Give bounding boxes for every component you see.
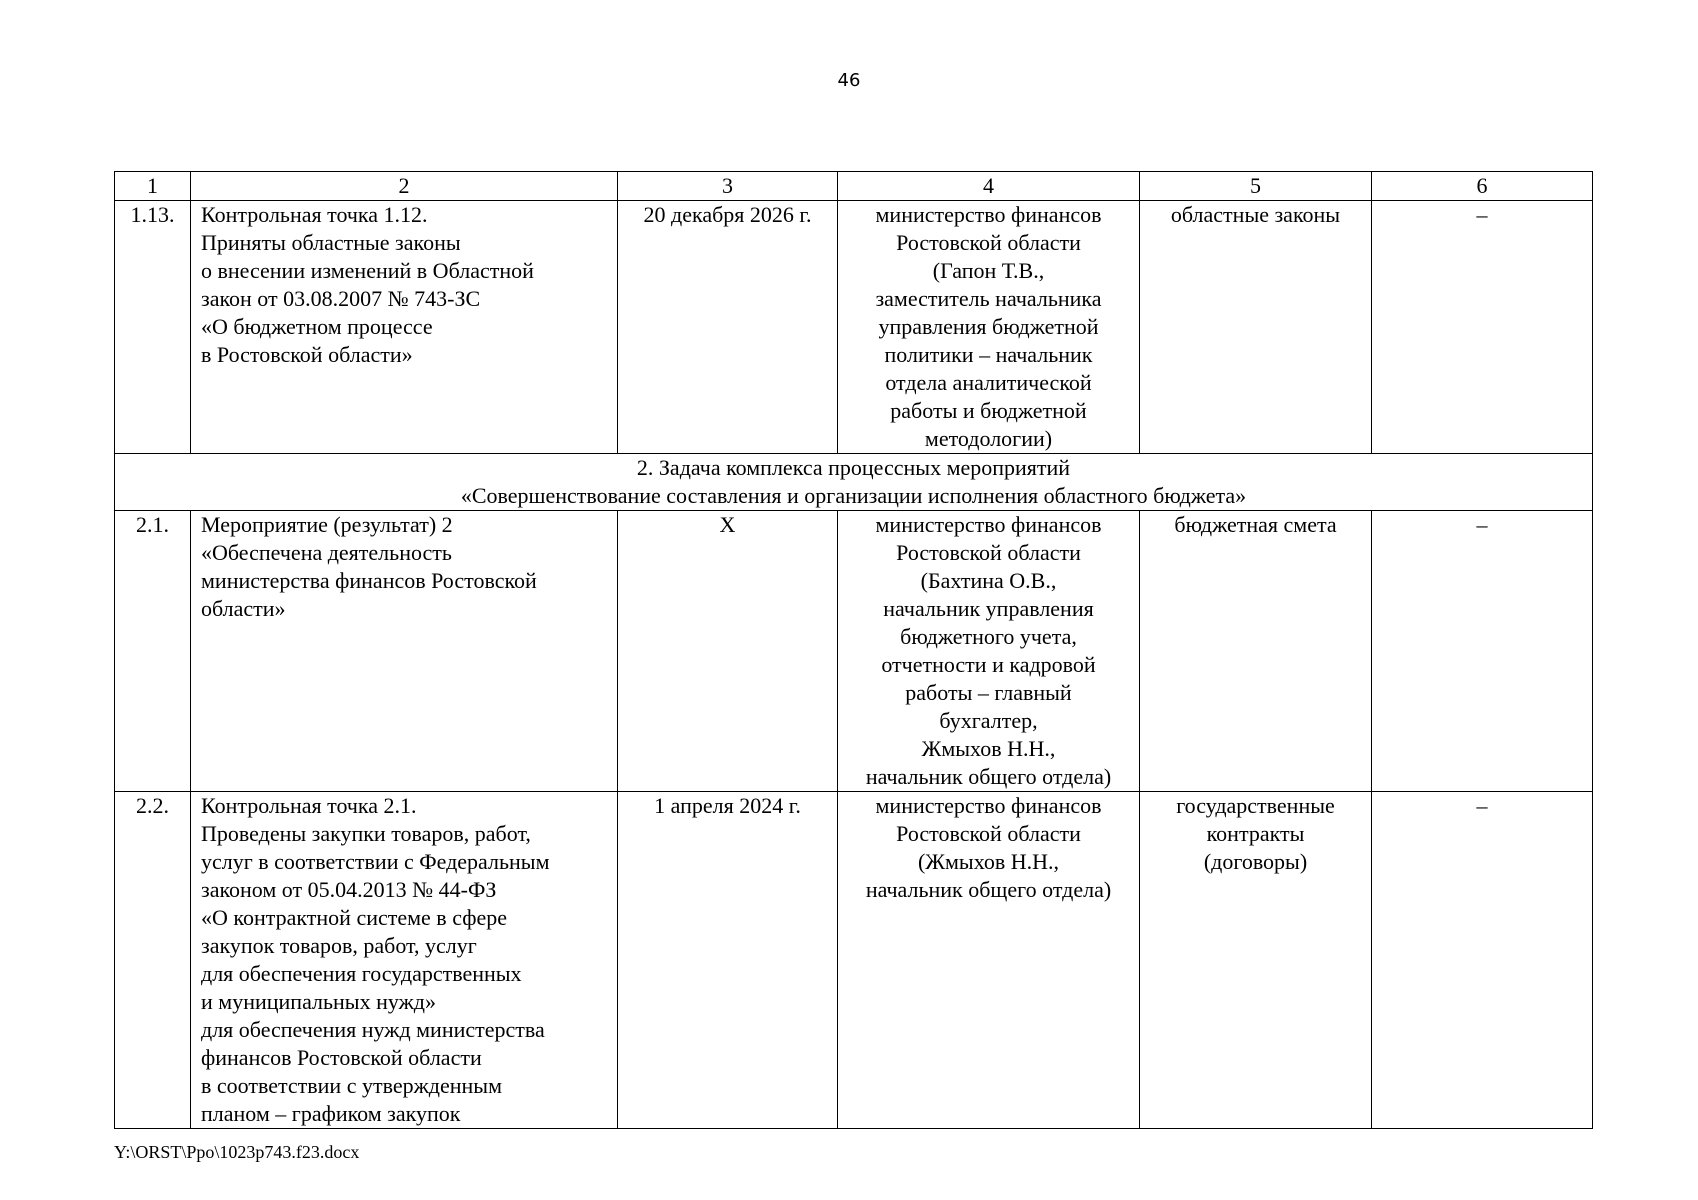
document-line: государственные [1176,793,1335,818]
description-line: законом от 05.04.2013 № 44-ФЗ [201,877,497,902]
responsible-line: управления бюджетной [878,314,1099,339]
responsible-line: министерство финансов [875,793,1102,818]
responsible-line: начальник общего отдела) [865,764,1112,789]
row-number-cell: 2.2. [115,792,191,1129]
responsible-line: бюджетного учета, [900,624,1077,649]
column-header: 6 [1372,172,1593,201]
responsible-line: работы – главный [905,680,1072,705]
responsible-line: Ростовской области [896,230,1081,255]
column-header: 3 [618,172,838,201]
table-row [115,792,1593,1129]
document-line: областные законы [1170,202,1341,227]
responsible-line: бухгалтер, [939,708,1038,733]
date-cell: X [618,511,838,792]
description-line: в Ростовской области» [201,342,413,367]
responsible-line: политики – начальник [884,342,1093,367]
table-row [115,201,1593,454]
document-cell [1140,792,1372,1129]
description-line: для обеспечения государственных [201,961,522,986]
description-cell [191,792,618,1129]
responsible-line: отчетности и кадровой [881,652,1096,677]
footer-file-path: Y:\ORST\Ppo\1023p743.f23.docx [114,1142,360,1162]
description-line: области» [201,596,286,621]
date-cell: 1 апреля 2024 г. [618,792,838,1129]
description-line: планом – графиком закупок [201,1101,461,1126]
row-number-cell: 2.1. [115,511,191,792]
responsible-line: методологии) [924,426,1053,451]
document-line: (договоры) [1203,849,1308,874]
description-line: о внесении изменений в Областной [201,258,534,283]
responsible-cell [838,511,1140,792]
responsible-line: (Гапон Т.В., [932,258,1045,283]
description-line: Мероприятие (результат) 2 [201,512,453,537]
responsible-line: начальник общего отдела) [865,877,1112,902]
description-line: «О бюджетном процессе [201,314,433,339]
responsible-cell [838,201,1140,454]
description-line: финансов Ростовской области [201,1045,482,1070]
info-system-cell: – [1372,792,1593,1129]
section-title [115,454,1593,511]
responsible-line: Ростовской области [896,821,1081,846]
responsible-line: заместитель начальника [875,286,1102,311]
info-system-cell: – [1372,511,1593,792]
page-number: 46 [837,70,861,91]
column-header: 4 [838,172,1140,201]
responsible-line: министерство финансов [875,202,1102,227]
description-line: Проведены закупки товаров, работ, [201,821,531,846]
description-line: и муниципальных нужд» [201,989,436,1014]
date-cell: 20 декабря 2026 г. [618,201,838,454]
section-title-line: «Совершенствование составления и организации исполнения областного бюджета» [460,483,1247,508]
column-header: 2 [191,172,618,201]
description-line: Контрольная точка 2.1. [201,793,417,818]
description-line: закон от 03.08.2007 № 743-ЗС [201,286,481,311]
document-cell [1140,201,1372,454]
column-header: 5 [1140,172,1372,201]
description-line: услуг в соответствии с Федеральным [201,849,550,874]
responsible-line: министерство финансов [875,512,1102,537]
responsible-cell [838,792,1140,1129]
description-line: закупок товаров, работ, услуг [201,933,477,958]
responsible-line: (Жмыхов Н.Н., [917,849,1060,874]
section-title-line: 2. Задача комплекса процессных мероприятий [636,455,1071,480]
row-number-cell: 1.13. [115,201,191,454]
description-line: Приняты областные законы [201,230,461,255]
responsible-line: Ростовской области [896,540,1081,565]
column-header: 1 [115,172,191,201]
description-line: Контрольная точка 1.12. [201,202,428,227]
column-number-header-row [115,172,1593,201]
section-header-row [115,454,1593,511]
table-row [115,511,1593,792]
description-cell [191,511,618,792]
responsible-line: работы и бюджетной [890,398,1087,423]
description-cell [191,201,618,454]
document-line: бюджетная смета [1174,512,1337,537]
responsible-line: отдела аналитической [885,370,1092,395]
description-line: «О контрактной системе в сфере [201,905,508,930]
description-line: в соответствии с утвержденным [201,1073,503,1098]
info-system-cell: – [1372,201,1593,454]
responsible-line: начальник управления [883,596,1094,621]
responsible-line: (Бахтина О.В., [920,568,1057,593]
responsible-line: Жмыхов Н.Н., [921,736,1056,761]
document-line: контракты [1206,821,1305,846]
description-line: для обеспечения нужд министерства [201,1017,545,1042]
control-points-table [114,171,1593,1129]
description-line: «Обеспечена деятельность [201,540,452,565]
description-line: министерства финансов Ростовской [201,568,537,593]
document-cell [1140,511,1372,792]
